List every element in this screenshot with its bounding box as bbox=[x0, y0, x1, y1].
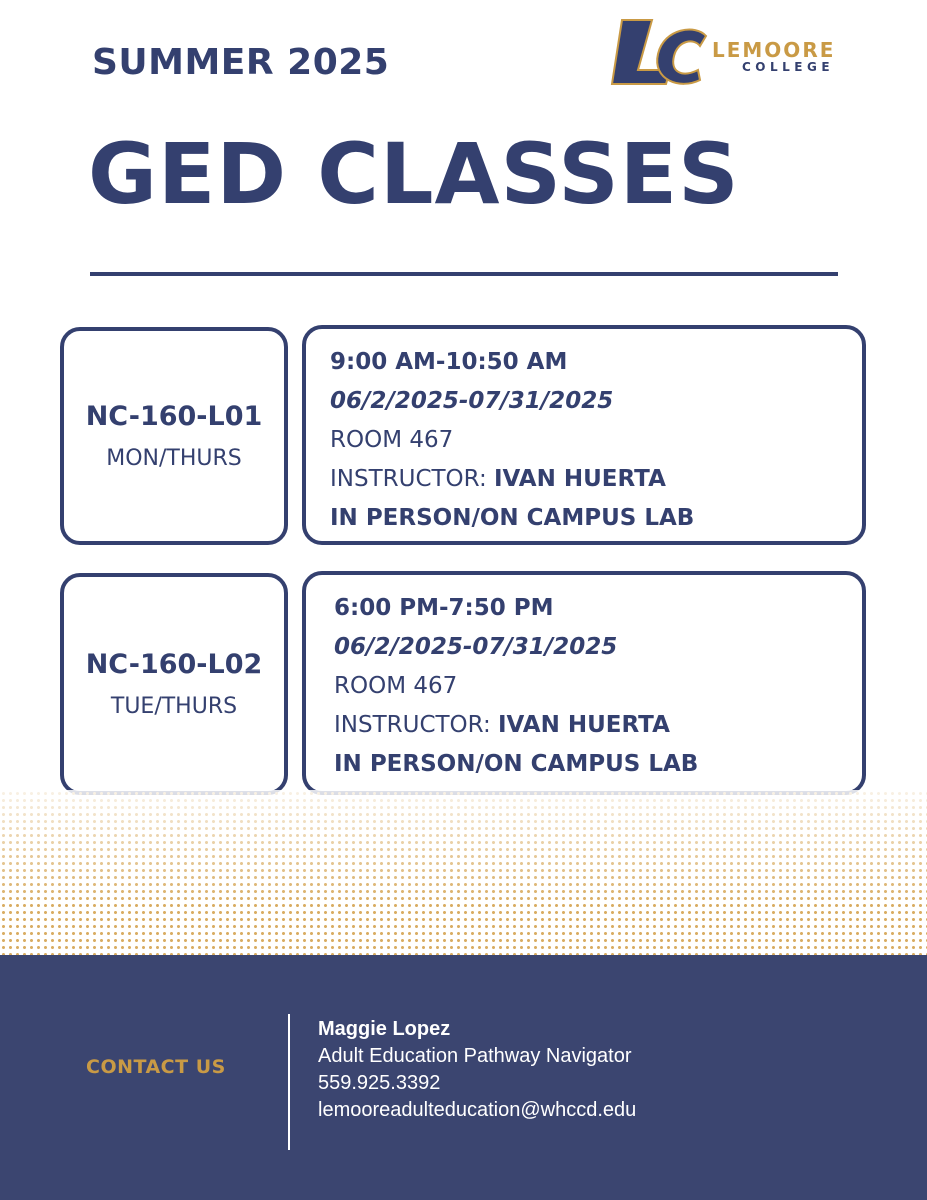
class-mode: IN PERSON/ON CAMPUS LAB bbox=[330, 505, 695, 531]
class-dates: 06/2/2025-07/31/2025 bbox=[334, 634, 618, 660]
logo-subtitle: COLLEGE bbox=[742, 60, 835, 74]
class-code-box bbox=[60, 327, 288, 545]
dot-pattern-fade bbox=[0, 790, 927, 955]
contact-name: Maggie Lopez bbox=[318, 1018, 451, 1040]
instructor-name: IVAN HUERTA bbox=[498, 712, 670, 738]
class-days: MON/THURS bbox=[106, 445, 242, 471]
title-divider bbox=[90, 272, 838, 276]
class-info-box bbox=[302, 325, 866, 545]
class-instructor bbox=[330, 460, 862, 499]
class-time: 9:00 AM-10:50 AM bbox=[330, 349, 568, 375]
instructor-label: INSTRUCTOR: bbox=[334, 712, 498, 738]
class-mode: IN PERSON/ON CAMPUS LAB bbox=[334, 751, 699, 777]
class-dates: 06/2/2025-07/31/2025 bbox=[330, 388, 614, 414]
class-room: ROOM 467 bbox=[334, 673, 458, 699]
class-info-box bbox=[302, 571, 866, 795]
instructor-name: IVAN HUERTA bbox=[494, 466, 666, 492]
contact-phone[interactable]: 559.925.3392 bbox=[318, 1072, 441, 1094]
class-days: TUE/THURS bbox=[110, 693, 238, 719]
class-code: NC-160-L02 bbox=[85, 649, 263, 681]
class-code: NC-160-L01 bbox=[85, 401, 263, 433]
contact-role: Adult Education Pathway Navigator bbox=[318, 1045, 632, 1067]
season-title: SUMMER 2025 bbox=[92, 42, 390, 83]
class-code-box bbox=[60, 573, 288, 795]
logo-name: LEMOORE bbox=[712, 38, 836, 62]
footer-divider bbox=[288, 1014, 290, 1150]
page-title: GED CLASSES bbox=[88, 125, 740, 223]
contact-us-heading: CONTACT US bbox=[86, 1056, 226, 1078]
class-instructor bbox=[334, 706, 862, 745]
contact-email[interactable]: lemooreadulteducation@whccd.edu bbox=[318, 1099, 637, 1121]
contact-details bbox=[318, 1016, 636, 1124]
class-time: 6:00 PM-7:50 PM bbox=[334, 595, 554, 621]
instructor-label: INSTRUCTOR: bbox=[330, 466, 494, 492]
class-room: ROOM 467 bbox=[330, 427, 454, 453]
